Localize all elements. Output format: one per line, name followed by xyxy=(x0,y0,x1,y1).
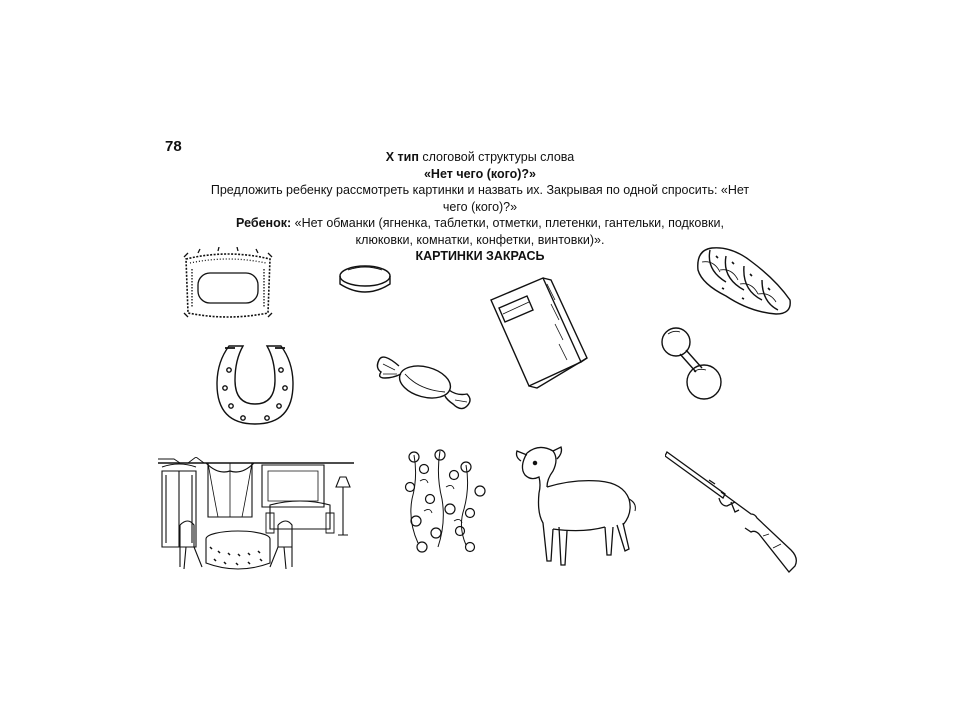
diary-icon xyxy=(485,270,590,390)
pill-icon xyxy=(336,260,394,302)
instruction-line-1: Предложить ребенку рассмотреть картинки и назвать их. Закрывая по одной спросить: «Нет xyxy=(210,183,750,197)
rifle-icon xyxy=(665,450,800,575)
instruction-line-2: чего (кого)?» xyxy=(442,199,518,214)
child-answer-line-2: клюковки, комнатки, конфетки, винтовки)». xyxy=(355,232,605,247)
dumbbell-icon xyxy=(658,324,723,404)
braided-bread-icon xyxy=(692,240,797,320)
candy-icon xyxy=(375,350,475,412)
fur-hat-icon xyxy=(178,247,278,322)
header-title: X тип слоговой структуры слова xyxy=(385,150,575,164)
header-question: «Нет чего (кого)?» xyxy=(423,166,537,181)
horseshoe-icon xyxy=(215,340,295,430)
cranberry-icon xyxy=(400,447,490,557)
child-answer-line-1: Ребенок: «Нет обманки (ягненка, таблетки, отметки, плетенки, гантельки, подковки, xyxy=(236,216,724,230)
room-icon xyxy=(158,457,358,579)
coloring-instruction: КАРТИНКИ ЗАКРАСЬ xyxy=(415,249,545,263)
lamb-icon xyxy=(513,443,638,571)
page-number: 78 xyxy=(165,138,182,155)
